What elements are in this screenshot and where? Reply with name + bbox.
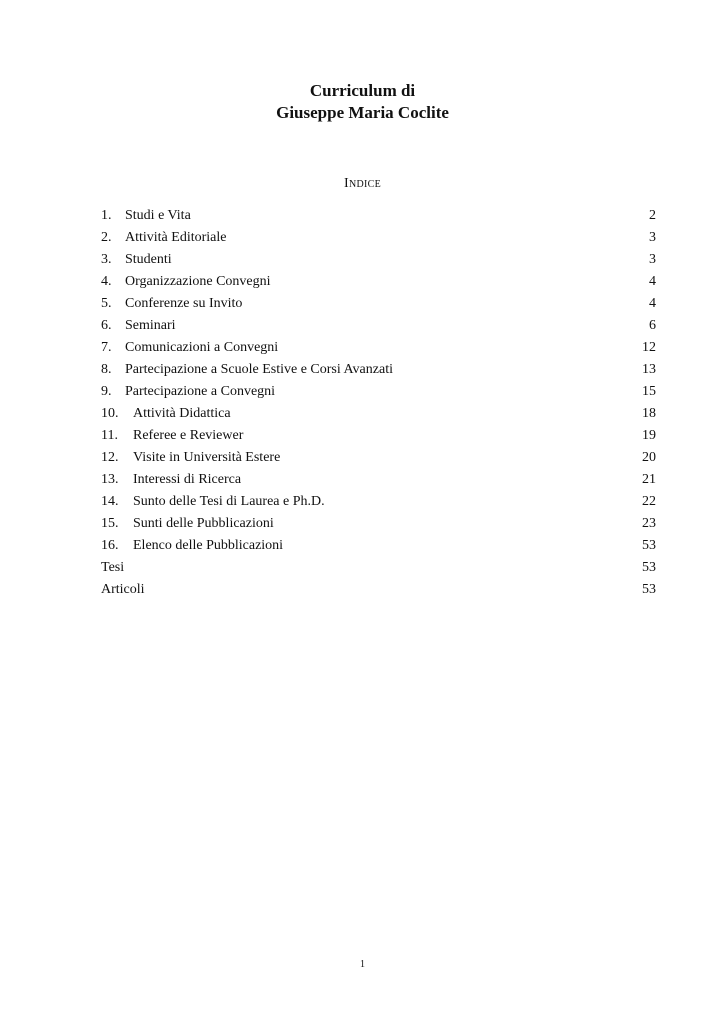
toc-entry[interactable]	[101, 403, 656, 425]
toc-entry-label: Seminari	[125, 318, 176, 333]
toc-entry-left	[101, 381, 275, 403]
toc-entry-number: 11.	[101, 428, 118, 443]
toc-entry-number: 10.	[101, 406, 119, 421]
toc-entry-number: 5.	[101, 296, 112, 311]
toc-entry[interactable]	[101, 271, 656, 293]
toc-entry-number: 16.	[101, 538, 119, 553]
table-of-contents	[101, 205, 656, 601]
toc-entry[interactable]	[101, 425, 656, 447]
toc-entry-number: 9.	[101, 384, 112, 399]
toc-entry-page: 18	[642, 406, 656, 421]
toc-entry-number: 8.	[101, 362, 112, 377]
toc-entry-page: 53	[642, 560, 656, 575]
toc-entry-page: 2	[649, 208, 656, 223]
toc-entry-number: 3.	[101, 252, 112, 267]
toc-entry-left	[101, 447, 280, 469]
toc-entry[interactable]	[101, 293, 656, 315]
toc-entry-left	[101, 227, 226, 249]
toc-entry-label: Tesi	[101, 560, 125, 575]
toc-entry-number: 2.	[101, 230, 112, 245]
toc-entry[interactable]	[101, 535, 656, 557]
toc-entry-label: Interessi di Ricerca	[133, 472, 242, 487]
toc-entry-label: Visite in Università Estere	[133, 450, 281, 465]
toc-entry[interactable]	[101, 359, 656, 381]
toc-entry-label: Referee e Reviewer	[133, 428, 244, 443]
toc-entry-left	[101, 249, 172, 271]
toc-entry-label: Partecipazione a Scuole Estive e Corsi Avanzati	[125, 362, 393, 377]
toc-entry-left	[101, 315, 176, 337]
toc-entry-number: 13.	[101, 472, 119, 487]
toc-entry[interactable]	[101, 249, 656, 271]
toc-entry-page: 15	[642, 384, 656, 399]
toc-entry-page: 20	[642, 450, 656, 465]
toc-entry-left	[101, 491, 325, 513]
title-line-1: Curriculum di	[309, 81, 416, 100]
toc-entry-page: 3	[649, 252, 656, 267]
toc-entry[interactable]	[101, 447, 656, 469]
toc-entry-label: Partecipazione a Convegni	[125, 384, 276, 399]
toc-entry-page: 53	[642, 538, 656, 553]
toc-entry-left	[101, 579, 145, 601]
toc-entry-number: 4.	[101, 274, 112, 289]
toc-entry-left	[101, 359, 393, 381]
toc-entry-label: Sunti delle Pubblicazioni	[133, 516, 274, 531]
toc-entry-page: 4	[649, 274, 656, 289]
toc-entry-left	[101, 557, 124, 579]
toc-entry[interactable]	[101, 491, 656, 513]
toc-entry[interactable]	[101, 557, 656, 579]
toc-entry-left	[101, 513, 274, 535]
toc-entry[interactable]	[101, 315, 656, 337]
toc-entry-left	[101, 425, 243, 447]
toc-entry[interactable]	[101, 381, 656, 403]
toc-entry-page: 12	[642, 340, 656, 355]
toc-entry-left	[101, 337, 278, 359]
toc-entry-label: Studenti	[125, 252, 172, 267]
toc-entry-page: 13	[642, 362, 656, 377]
toc-entry-page: 6	[649, 318, 656, 333]
toc-entry-label: Articoli	[101, 582, 145, 597]
toc-entry[interactable]	[101, 227, 656, 249]
toc-entry-label: Attività Editoriale	[125, 230, 227, 245]
toc-entry-left	[101, 535, 283, 557]
toc-heading: Indice	[343, 176, 381, 191]
toc-entry-number: 15.	[101, 516, 119, 531]
page-number: 1	[360, 959, 365, 970]
toc-entry-page: 3	[649, 230, 656, 245]
toc-entry-number: 6.	[101, 318, 112, 333]
toc-entry-label: Comunicazioni a Convegni	[125, 340, 279, 355]
toc-entry-label: Attività Didattica	[133, 406, 231, 421]
toc-entry-number: 1.	[101, 208, 112, 223]
toc-entry[interactable]	[101, 579, 656, 601]
toc-entry-label: Conferenze su Invito	[125, 296, 243, 311]
toc-entry-number: 14.	[101, 494, 119, 509]
toc-entry[interactable]	[101, 205, 656, 227]
toc-entry[interactable]	[101, 513, 656, 535]
toc-entry-page: 22	[642, 494, 656, 509]
toc-entry-left	[101, 205, 191, 227]
toc-entry-label: Elenco delle Pubblicazioni	[133, 538, 284, 553]
toc-entry-page: 21	[642, 472, 656, 487]
toc-entry-page: 53	[642, 582, 656, 597]
toc-entry-label: Studi e Vita	[125, 208, 191, 223]
toc-entry-page: 4	[649, 296, 656, 311]
toc-entry-number: 12.	[101, 450, 119, 465]
title-line-2: Giuseppe Maria Coclite	[276, 103, 449, 122]
toc-entry-label: Sunto delle Tesi di Laurea e Ph.D.	[133, 494, 325, 509]
toc-entry-number: 7.	[101, 340, 112, 355]
document-title	[0, 80, 725, 124]
toc-entry-page: 19	[642, 428, 656, 443]
toc-entry-left	[101, 403, 231, 425]
toc-entry-label: Organizzazione Convegni	[125, 274, 271, 289]
toc-entry-left	[101, 469, 241, 491]
toc-entry[interactable]	[101, 337, 656, 359]
toc-entry-left	[101, 293, 242, 315]
toc-entry[interactable]	[101, 469, 656, 491]
toc-entry-page: 23	[642, 516, 656, 531]
toc-entry-left	[101, 271, 271, 293]
